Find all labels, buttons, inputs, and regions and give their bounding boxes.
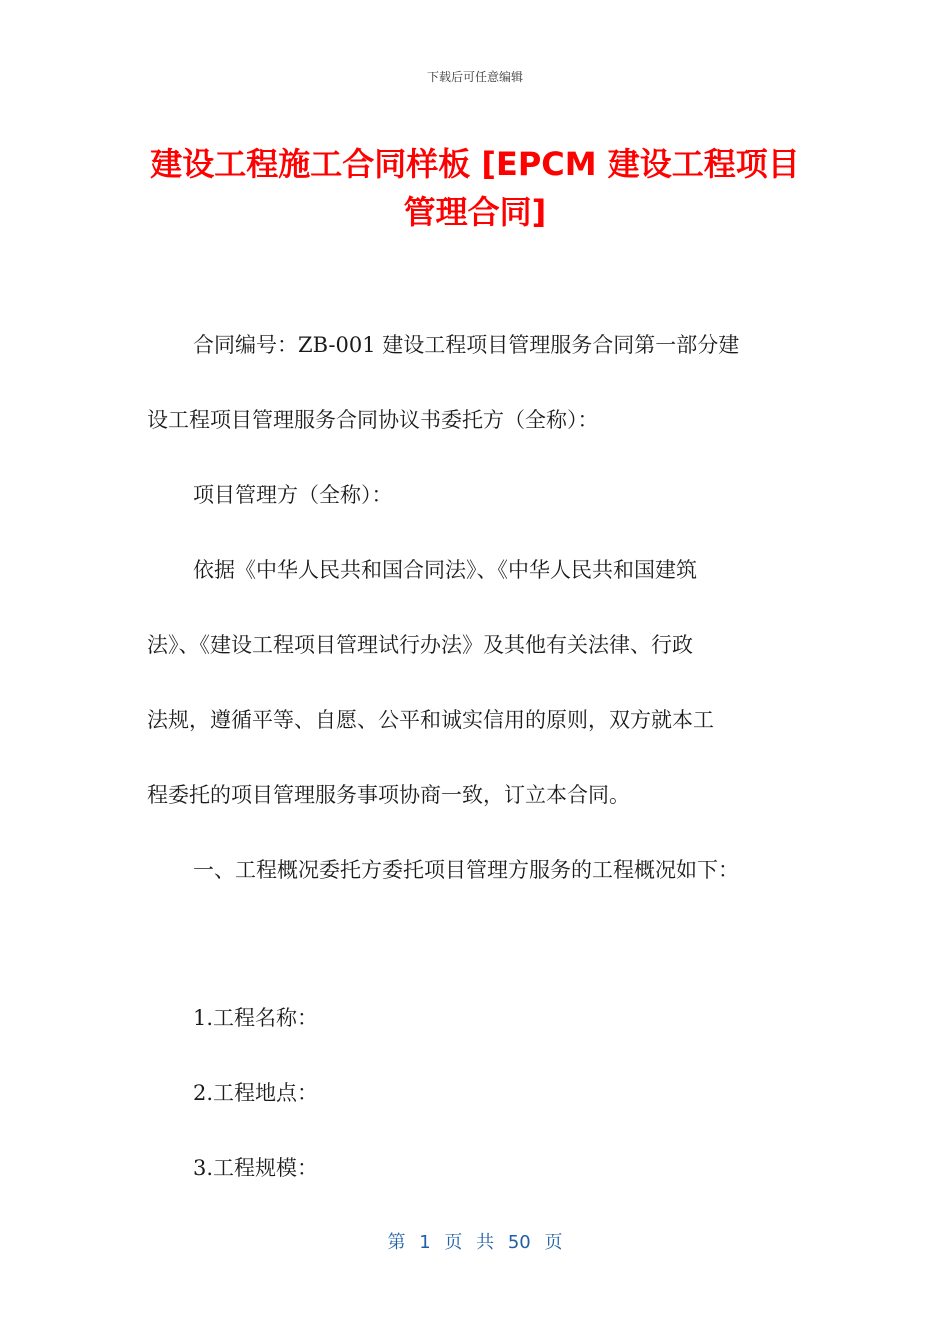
list-item: 2.工程地点： (193, 1081, 319, 1105)
paragraph-manager (147, 480, 807, 555)
body-line: 法规，遵循平等、自愿、公平和诚实信用的原则，双方就本工 (147, 708, 714, 732)
section-heading: 一、工程概况委托方委托项目管理方服务的工程概况如下： (193, 858, 739, 882)
paragraph-contract-intro (147, 330, 807, 480)
list-item: 3.工程规模： (193, 1156, 319, 1180)
list-project-info (147, 1003, 807, 1228)
page-number: 第 1 页 共 50 页 (387, 1232, 563, 1253)
list-item: 1.工程名称： (193, 1006, 319, 1030)
paragraph-section-one (147, 855, 807, 930)
paragraph-basis (147, 555, 807, 855)
body-line: 法》、《建设工程项目管理试行办法》及其他有关法律、行政 (147, 633, 693, 657)
body-line: 合同编号：ZB-001 建设工程项目管理服务合同第一部分建 (193, 333, 740, 357)
body-line: 项目管理方（全称）： (193, 483, 393, 507)
body-line: 依据《中华人民共和国合同法》、《中华人民共和国建筑 (193, 558, 697, 582)
body-line: 程委托的项目管理服务事项协商一致，订立本合同。 (147, 783, 630, 807)
document-title: 建设工程施工合同样板 [EPCM 建设工程项目管理合同] (150, 145, 800, 231)
header-note: 下载后可任意编辑 (426, 70, 523, 84)
body-line: 设工程项目管理服务合同协议书委托方（全称）： (147, 408, 599, 432)
